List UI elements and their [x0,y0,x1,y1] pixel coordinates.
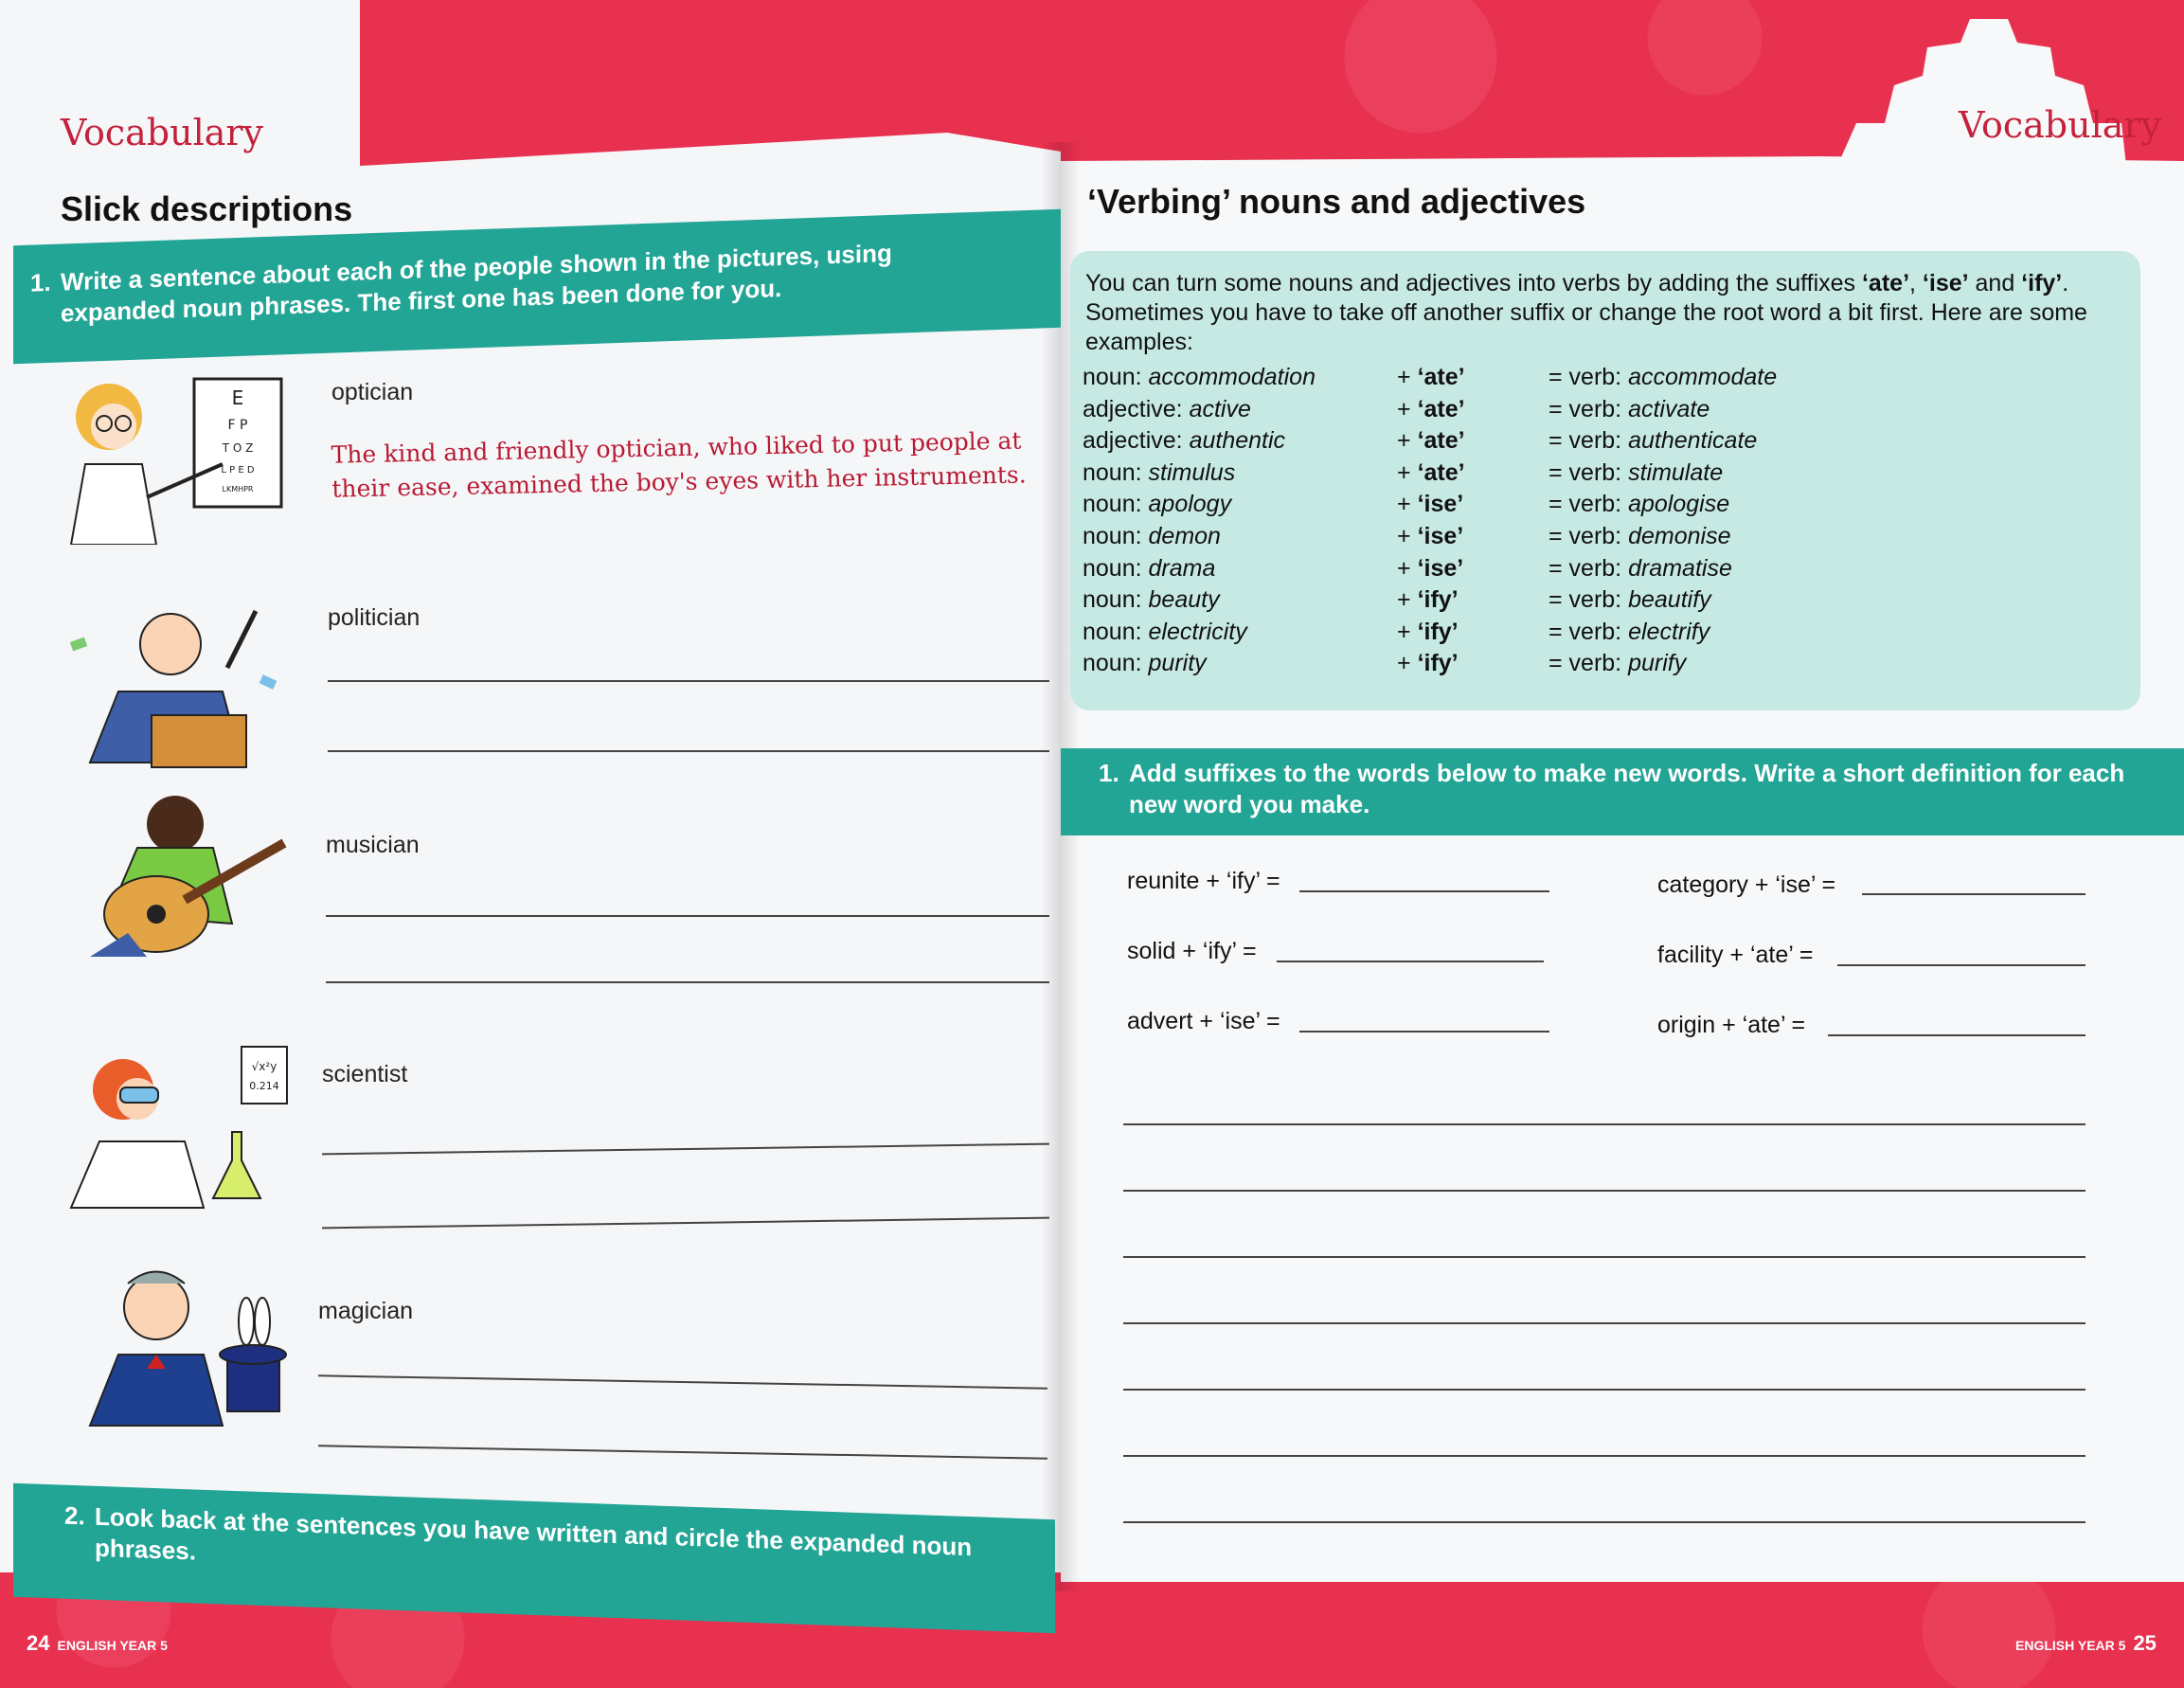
result-verb: accommodate [1628,364,1778,390]
example-source [1083,650,1207,677]
source-word: accommodation [1148,364,1316,390]
musician-with-guitar-illustration-icon [52,791,289,961]
example-suffix [1397,619,1459,646]
task-instruction: Write a sentence about each of the people shown in the pictures, using expanded noun phrases. The first one has been done for you. [61,238,892,328]
task-number: 2. [64,1500,85,1531]
svg-text:0.214: 0.214 [249,1080,279,1092]
word-kind: noun: [1083,650,1142,677]
page-number: 24 [27,1631,50,1655]
plus-sign: + [1397,618,1411,645]
answer-blank[interactable] [1828,1034,2086,1036]
example-source [1083,586,1220,614]
plus-sign: + [1397,427,1411,455]
svg-text:√x²y: √x²y [251,1060,277,1073]
plus-sign: + [1397,458,1411,486]
example-answer: The kind and friendly optician, who liked to put people at their ease, examined the boy's eyes with her instruments. [331,426,1027,503]
answer-line[interactable] [326,915,1049,917]
person-label-musician: musician [326,832,420,858]
equals-verb: = verb: [1548,395,1622,422]
example-suffix [1397,555,1463,583]
plus-sign: + [1397,554,1411,582]
example-suffix [1397,650,1459,677]
intro-text: , [1909,270,1923,296]
example-suffix [1397,396,1465,423]
result-verb: apologise [1628,491,1730,518]
suffix-ify: ‘ify’ [2021,270,2063,296]
result-verb: activate [1628,395,1710,422]
section-tag-left: Vocabulary [61,112,264,153]
person-label-scientist: scientist [322,1061,408,1087]
page-footer-right [2008,1631,2157,1656]
example-result [1548,619,1710,646]
intro-text: You can turn some nouns and adjectives into verbs by adding the suffixes [1085,270,1862,296]
svg-text:LKMHPR: LKMHPR [222,485,254,494]
definition-line[interactable] [1123,1256,2086,1258]
word-kind: adjective: [1083,395,1183,422]
example-suffix [1397,491,1463,518]
example-source [1083,619,1247,646]
question-advert: advert + ‘ise’ = [1127,1008,1280,1034]
page-title-left: Slick descriptions [61,189,353,228]
example-result [1548,364,1777,391]
answer-line[interactable] [326,981,1049,983]
equals-verb: = verb: [1548,523,1622,549]
scientist-with-flask-illustration-icon [52,1042,289,1212]
page-number: 25 [2133,1631,2157,1655]
answer-blank[interactable] [1277,961,1544,962]
answer-line[interactable] [328,750,1049,752]
example-source [1083,364,1316,391]
suffix: ‘ise’ [1417,491,1464,518]
task-banner-1-right [1061,748,2184,835]
source-word: authentic [1189,427,1286,455]
equals-verb: = verb: [1548,586,1622,614]
suffix: ‘ate’ [1417,395,1465,422]
source-word: apology [1148,491,1232,518]
word-kind: noun: [1083,458,1142,486]
section-tag-right: Vocabulary [1959,104,2162,146]
equals-verb: = verb: [1548,650,1622,677]
answer-blank[interactable] [1837,964,2086,966]
question-origin: origin + ‘ate’ = [1657,1012,1806,1038]
result-verb: dramatise [1628,554,1732,582]
example-source [1083,396,1251,423]
example-source [1083,523,1221,550]
source-word: purity [1148,650,1207,677]
question-solid: solid + ‘ify’ = [1127,938,1257,964]
example-suffix [1397,523,1463,550]
magician-with-hat-rabbit-illustration-icon [52,1265,289,1435]
answer-blank[interactable] [1862,893,2086,895]
word-kind: noun: [1083,364,1142,390]
example-source [1083,427,1285,455]
result-verb: purify [1628,650,1687,677]
task-number: 1. [30,267,51,297]
example-source [1083,555,1215,583]
word-kind: noun: [1083,618,1142,645]
word-kind: noun: [1083,586,1142,614]
suffix: ‘ate’ [1417,427,1465,455]
svg-text:L P E D: L P E D [221,465,255,476]
politician-at-podium-illustration-icon [52,602,289,772]
suffix: ‘ate’ [1417,458,1465,486]
suffix-ate: ‘ate’ [1861,270,1910,296]
task-instruction: Add suffixes to the words below to make new words. Write a short definition for each new word you make. [1129,759,2125,818]
intro-text: and [1968,270,2022,296]
optician-with-eye-chart-illustration-icon [52,374,289,545]
question-facility: facility + ‘ate’ = [1657,942,1814,968]
question-category: category + ‘ise’ = [1657,871,1836,898]
plus-sign: + [1397,586,1411,614]
source-word: stimulus [1148,458,1236,486]
suffix: ‘ate’ [1417,364,1465,390]
definition-line[interactable] [1123,1190,2086,1192]
definition-line[interactable] [1123,1521,2086,1523]
svg-text:T O Z: T O Z [222,441,254,455]
definition-line[interactable] [1123,1123,2086,1125]
equals-verb: = verb: [1548,491,1622,518]
task-instruction: Look back at the sentences you have written and circle the expanded noun phrases. [95,1501,973,1566]
example-result [1548,491,1729,518]
equals-verb: = verb: [1548,554,1622,582]
task-number: 1. [1099,759,1119,787]
example-suffix [1397,586,1459,614]
source-word: electricity [1148,618,1247,645]
source-word: drama [1148,554,1216,582]
question-reunite: reunite + ‘ify’ = [1127,868,1280,894]
page-title-right: ‘Verbing’ nouns and adjectives [1087,182,1586,221]
suffix: ‘ify’ [1417,650,1459,677]
suffix: ‘ise’ [1417,523,1464,549]
answer-blank[interactable] [1299,1031,1549,1033]
suffix: ‘ise’ [1417,554,1464,582]
example-result [1548,555,1732,583]
equals-verb: = verb: [1548,364,1622,390]
word-kind: adjective: [1083,427,1183,455]
answer-line[interactable] [328,680,1049,682]
definition-line[interactable] [1123,1322,2086,1324]
book-title: ENGLISH YEAR 5 [2015,1638,2126,1653]
svg-text:E: E [231,386,244,409]
example-result [1548,523,1730,550]
word-kind: noun: [1083,554,1142,582]
plus-sign: + [1397,523,1411,549]
plus-sign: + [1397,491,1411,518]
example-suffix [1397,427,1465,455]
example-suffix [1397,459,1465,487]
definition-line[interactable] [1123,1389,2086,1391]
example-result [1548,650,1686,677]
answer-blank[interactable] [1299,890,1549,892]
source-word: active [1189,395,1251,422]
suffix: ‘ify’ [1417,586,1459,614]
suffix: ‘ify’ [1417,618,1459,645]
person-label-optician: optician [331,379,414,405]
person-label-magician: magician [318,1298,414,1324]
word-kind: noun: [1083,491,1142,518]
result-verb: demonise [1628,523,1731,549]
result-verb: electrify [1628,618,1710,645]
equals-verb: = verb: [1548,427,1622,455]
example-result [1548,427,1757,455]
word-kind: noun: [1083,523,1142,549]
svg-text:F P: F P [227,418,248,433]
plus-sign: + [1397,395,1411,422]
result-verb: stimulate [1628,458,1724,486]
example-result [1548,586,1711,614]
equals-verb: = verb: [1548,458,1622,486]
plus-sign: + [1397,364,1411,390]
source-word: demon [1148,523,1221,549]
equals-verb: = verb: [1548,618,1622,645]
result-verb: beautify [1628,586,1711,614]
intro-text: . Sometimes you have to take off another suffix or change the root word a bit first. Here are some examples: [1085,270,2087,355]
source-word: beauty [1148,586,1220,614]
example-source [1083,491,1231,518]
example-suffix [1397,364,1465,391]
book-title: ENGLISH YEAR 5 [57,1638,168,1653]
info-intro [1085,269,2118,357]
person-label-politician: politician [328,604,421,631]
example-source [1083,459,1235,487]
example-result [1548,459,1723,487]
page-footer-left [27,1631,175,1656]
definition-line[interactable] [1123,1455,2086,1457]
suffix-ise: ‘ise’ [1922,270,1969,296]
result-verb: authenticate [1628,427,1758,455]
plus-sign: + [1397,650,1411,677]
example-result [1548,396,1710,423]
